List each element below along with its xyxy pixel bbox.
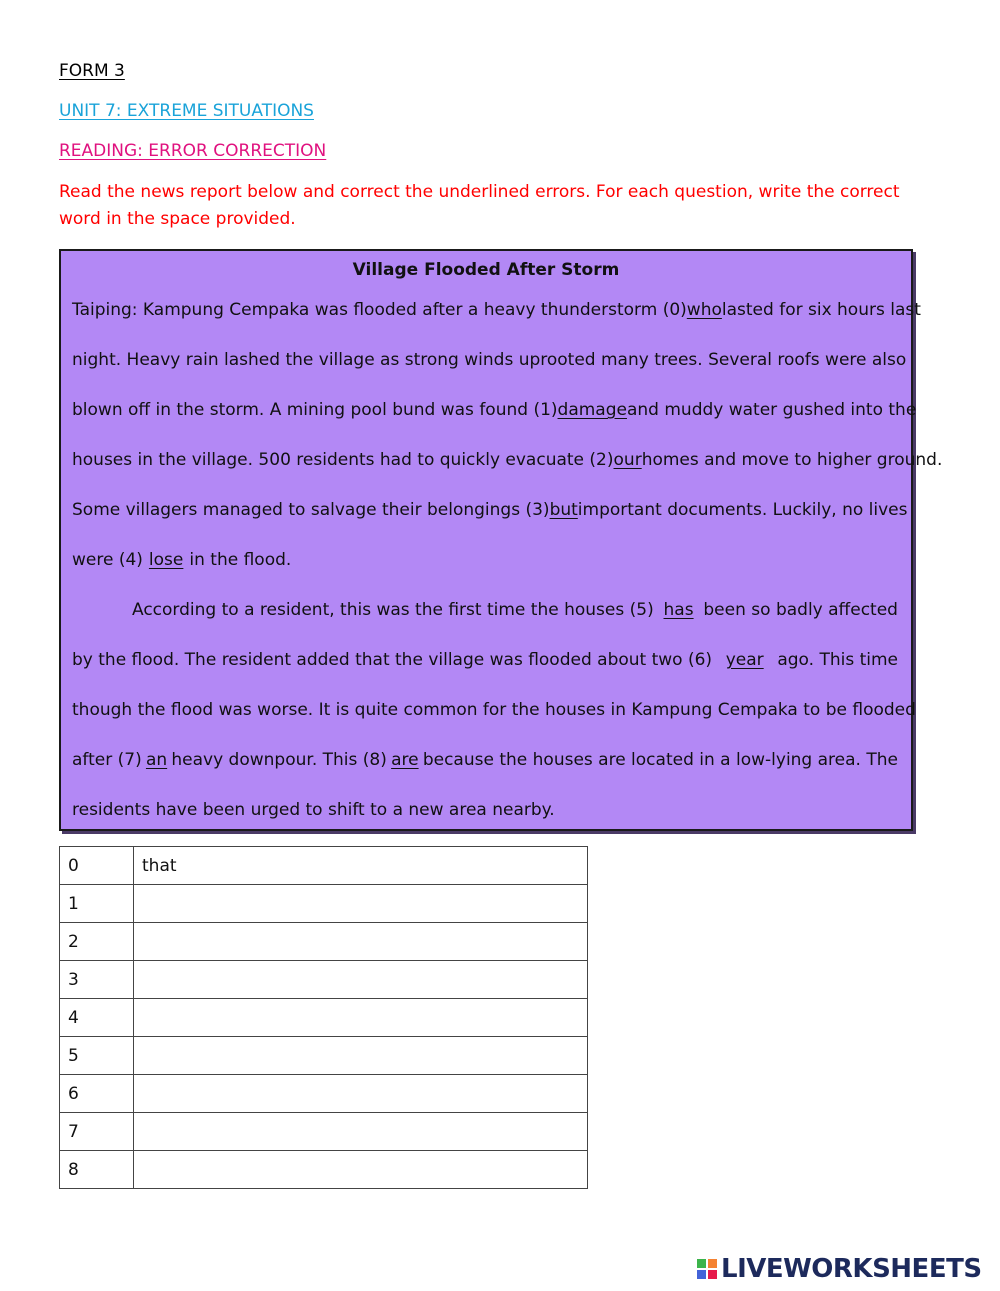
- passage-text: important documents. Luckily, no lives: [577, 500, 908, 520]
- passage-text: been so badly affected: [703, 600, 898, 620]
- section-heading: READING: ERROR CORRECTION: [59, 141, 327, 161]
- passage-text: heavy downpour. This (8): [171, 750, 387, 770]
- table-row: [60, 999, 588, 1037]
- answer-field[interactable]: [134, 961, 588, 999]
- answer-field[interactable]: [134, 1075, 588, 1113]
- table-row: [60, 1075, 588, 1113]
- table-row: [60, 1037, 588, 1075]
- passage-line: [72, 550, 898, 570]
- underlined-error: our: [613, 450, 642, 470]
- passage-text: night. Heavy rain lashed the village as strong winds uprooted many trees. Several roofs were also: [72, 350, 907, 370]
- answer-field[interactable]: [134, 1151, 588, 1189]
- answer-table: [59, 846, 588, 1189]
- logo-text: LIVEWORKSHEETS: [721, 1254, 982, 1284]
- table-row: [60, 1151, 588, 1189]
- passage-text: blown off in the storm. A mining pool bund was found (1): [72, 400, 558, 420]
- passage-text: houses in the village. 500 residents had to quickly evacuate (2): [72, 450, 614, 470]
- answer-field[interactable]: [134, 885, 588, 923]
- passage-line: [132, 600, 898, 620]
- passage-line: [72, 450, 943, 470]
- passage-line: [72, 300, 921, 320]
- answer-field[interactable]: [134, 923, 588, 961]
- passage-line: [72, 650, 898, 670]
- underlined-error: an: [145, 750, 168, 770]
- table-row: [60, 961, 588, 999]
- passage-line: [72, 700, 916, 720]
- passage-text: Taiping: Kampung Cempaka was flooded after a heavy thunderstorm (0): [72, 300, 687, 320]
- liveworksheets-logo: [697, 1254, 982, 1284]
- answer-field[interactable]: [134, 1037, 588, 1075]
- passage-text: lasted for six hours last: [721, 300, 921, 320]
- underlined-error: year: [725, 650, 764, 670]
- passage-text: because the houses are located in a low-lying area. The: [422, 750, 898, 770]
- passage-text: and muddy water gushed into the: [626, 400, 917, 420]
- table-row: [60, 923, 588, 961]
- question-number: 0: [60, 847, 134, 885]
- passage-line: [72, 500, 908, 520]
- question-number: 6: [60, 1075, 134, 1113]
- answer-field[interactable]: [134, 999, 588, 1037]
- underlined-error: who: [686, 300, 722, 320]
- answer-field[interactable]: that: [134, 847, 588, 885]
- question-number: 4: [60, 999, 134, 1037]
- question-number: 3: [60, 961, 134, 999]
- answer-field[interactable]: [134, 1113, 588, 1151]
- passage-line: [72, 800, 898, 820]
- question-number: 7: [60, 1113, 134, 1151]
- passage-text: According to a resident, this was the first time the houses (5): [132, 600, 654, 620]
- passage-text: after (7): [72, 750, 142, 770]
- logo-blocks-icon: [697, 1259, 717, 1279]
- passage-text: Some villagers managed to salvage their belongings (3): [72, 500, 550, 520]
- passage-line: [72, 750, 898, 770]
- underlined-error: are: [391, 750, 419, 770]
- passage-text: though the flood was worse. It is quite common for the houses in Kampung Cempaka to be flooded: [72, 700, 916, 720]
- passage-line: [72, 350, 907, 370]
- passage-text: were (4): [72, 550, 143, 570]
- question-number: 8: [60, 1151, 134, 1189]
- news-report-box: [59, 249, 943, 831]
- passage-text: homes and move to higher ground.: [641, 450, 943, 470]
- form-heading: FORM 3: [59, 61, 125, 81]
- underlined-error: lose: [148, 550, 184, 570]
- table-row: [60, 1113, 588, 1151]
- instruction-text: Read the news report below and correct the underlined errors. For each question, write the correct word in the space provided.: [59, 182, 900, 229]
- unit-heading: UNIT 7: EXTREME SITUATIONS: [59, 101, 314, 121]
- passage-text: in the flood.: [189, 550, 292, 570]
- passage-text: ago. This time: [777, 650, 898, 670]
- table-row: [60, 885, 588, 923]
- passage-title: Village Flooded After Storm: [352, 260, 620, 280]
- underlined-error: but: [549, 500, 578, 520]
- question-number: 2: [60, 923, 134, 961]
- table-row: [60, 847, 588, 885]
- passage-line: [72, 400, 917, 420]
- question-number: 1: [60, 885, 134, 923]
- underlined-error: damage: [557, 400, 627, 420]
- underlined-error: has: [663, 600, 694, 620]
- question-number: 5: [60, 1037, 134, 1075]
- passage-text: by the flood. The resident added that the village was flooded about two (6): [72, 650, 713, 670]
- passage-text: residents have been urged to shift to a new area nearby.: [72, 800, 555, 820]
